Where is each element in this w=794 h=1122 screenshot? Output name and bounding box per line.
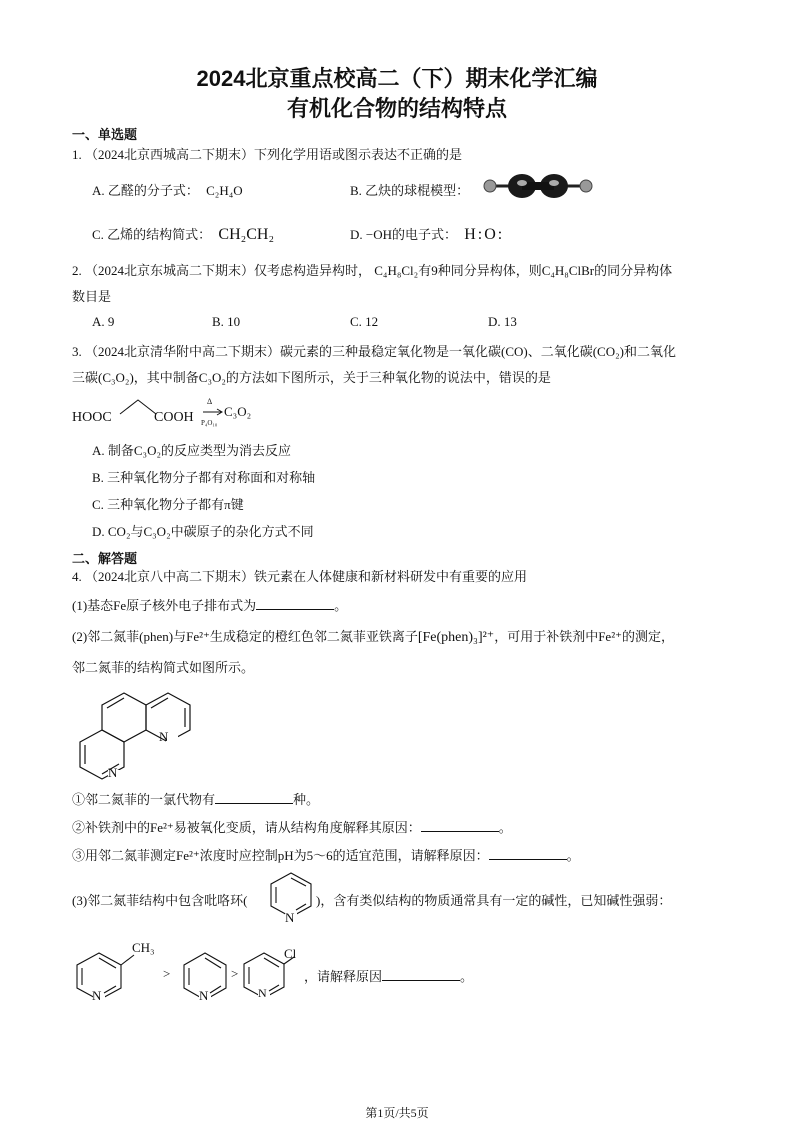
part-2-text-a: (2)邻二氮菲(phen)与Fe²⁺生成稳定的橙红色邻二氮菲亚铁离子 — [72, 629, 418, 644]
greater-than-1: > — [163, 966, 171, 981]
question-1-stem: 1. （2024北京西城高二下期末）下列化学用语或图示表达不正确的是 — [72, 147, 463, 162]
question-4-item-2 — [72, 817, 512, 836]
question-2-stem-line2: 数目是 — [72, 289, 112, 304]
question-1-option-d — [350, 224, 504, 244]
question-2-option-b: B. 10 — [212, 314, 241, 329]
phen-nitrogen-2: N — [108, 765, 118, 780]
pyridine-nitrogen: N — [285, 910, 295, 925]
question-3-option-d: D. CO₂与C₃O₂中碳原子的杂化方式不同 — [92, 524, 314, 539]
page-footer: 第1页/共5页 — [365, 1106, 429, 1120]
complex-ion-formula: [Fe(phen)₃]²⁺ — [417, 630, 495, 645]
methyl-group-label: CH₃ — [132, 940, 155, 955]
question-4-item-3 — [72, 845, 580, 864]
chlorine-label: Cl — [284, 946, 297, 961]
option-d-text: D. −OH的电子式： — [350, 227, 457, 242]
part-3-tail-end: 。 — [460, 969, 474, 984]
greater-than-2: > — [231, 966, 239, 981]
question-2-option-a: A. 9 — [92, 314, 115, 329]
part-2-text-b: ，可用于补铁剂中Fe²⁺的测定， — [494, 629, 674, 644]
question-3-option-b: B. 三种氧化物分子都有对称面和对称轴 — [92, 470, 316, 485]
question-4-part-3-tail — [304, 966, 473, 985]
question-3-option-c: C. 三种氧化物分子都有π键 — [92, 497, 244, 512]
question-4-part-2-line2: 邻二氮菲的结构简式如图所示。 — [72, 660, 255, 675]
question-1-option-a — [92, 180, 243, 199]
ethylene-formula: CH₂CH₂ — [218, 226, 275, 243]
hydroxyl-electron-formula: H:O: — [464, 226, 505, 243]
methylpyridine-structure — [72, 950, 162, 1002]
question-1-option-b: B. 乙炔的球棍模型： — [350, 183, 470, 198]
acetylene-ball-stick-model — [482, 171, 594, 201]
reagent-label: P₄O₁₀ — [201, 419, 218, 427]
reaction-arrow — [202, 408, 224, 416]
answer-blank-electron-config[interactable] — [256, 597, 334, 610]
section-heading-answer: 二、解答题 — [72, 551, 138, 566]
item-1-text: ①邻二氮菲的一氯代物有 — [72, 792, 216, 807]
answer-blank-monochloro[interactable] — [215, 791, 293, 804]
question-4-stem: 4. （2024北京八中高二下期末）铁元素在人体健康和新材料研发中有重要的应用 — [72, 569, 528, 584]
question-4-item-1 — [72, 789, 319, 808]
phen-nitrogen-1: N — [159, 729, 169, 744]
question-4-part-1 — [72, 595, 347, 614]
option-a-text: A. 乙醛的分子式： — [92, 183, 199, 198]
question-2-stem-line1: 2. （2024北京东城高二下期末）仅考虑构造异构时， C₄H₈Cl₂有9种同分异构体，则C₄H₈ClBr的同分异构体 — [72, 263, 673, 278]
heat-symbol: Δ — [207, 397, 213, 406]
product-formula: C₃O₂ — [224, 404, 252, 419]
malonic-acid-left-group: HOOC — [72, 410, 112, 425]
page-title: 2024北京重点校高二（下）期末化学汇编 — [196, 66, 598, 91]
item-2-end: 。 — [498, 820, 512, 835]
phenanthroline-structure — [72, 690, 192, 780]
chloropyridine-nitrogen: N — [258, 986, 267, 1000]
question-4-part-2-line1 — [72, 626, 674, 646]
acetaldehyde-formula: C₂H₄O — [206, 183, 243, 198]
item-3-text: ③用邻二氮菲测定Fe²⁺浓度时应控制pH为5～6的适宜范围，请解释原因： — [72, 848, 489, 863]
question-2-option-c: C. 12 — [350, 314, 379, 329]
part-1-text: (1)基态Fe原子核外电子排布式为 — [72, 598, 257, 613]
section-heading-single-choice: 一、单选题 — [72, 127, 138, 142]
question-2-option-d: D. 13 — [488, 314, 517, 329]
item-3-end: 。 — [566, 848, 580, 863]
question-1-option-c — [92, 224, 274, 244]
page-subtitle: 有机化合物的结构特点 — [286, 96, 507, 121]
item-1-end: 种。 — [293, 792, 320, 807]
pyridine-structure-nitrogen: N — [199, 988, 209, 1003]
question-4-part-3-post: )，含有类似结构的物质通常具有一定的碱性，已知碱性强弱： — [316, 893, 672, 908]
option-c-text: C. 乙烯的结构简式： — [92, 227, 212, 242]
question-3-option-a: A. 制备C₃O₂的反应类型为消去反应 — [92, 443, 292, 458]
methylpyridine-nitrogen: N — [92, 988, 102, 1003]
question-3-stem-line2: 三碳(C₃O₂)，其中制备C₃O₂的方法如下图所示，关于三种氧化物的说法中，错误的是 — [72, 370, 551, 385]
answer-blank-ph-reason[interactable] — [489, 847, 567, 860]
answer-blank-basicity-reason[interactable] — [382, 968, 460, 981]
answer-blank-oxidation-reason[interactable] — [421, 819, 499, 832]
question-3-stem-line1: 3. （2024北京清华附中高二下期末）碳元素的三种最稳定氧化物是一氧化碳(CO)、二氧化碳(CO₂)和二氧化 — [72, 344, 676, 359]
question-4-part-3-pre: (3)邻二氮菲结构中包含吡咯环( — [72, 893, 248, 908]
part-3-tail-text: ，请解释原因 — [304, 969, 383, 984]
item-2-text: ②补铁剂中的Fe²⁺易被氧化变质，请从结构角度解释其原因： — [72, 820, 421, 835]
malonic-acid-ch2-bond — [118, 396, 158, 416]
part-1-end: 。 — [334, 598, 348, 613]
malonic-acid-right-group: COOH — [154, 410, 194, 425]
